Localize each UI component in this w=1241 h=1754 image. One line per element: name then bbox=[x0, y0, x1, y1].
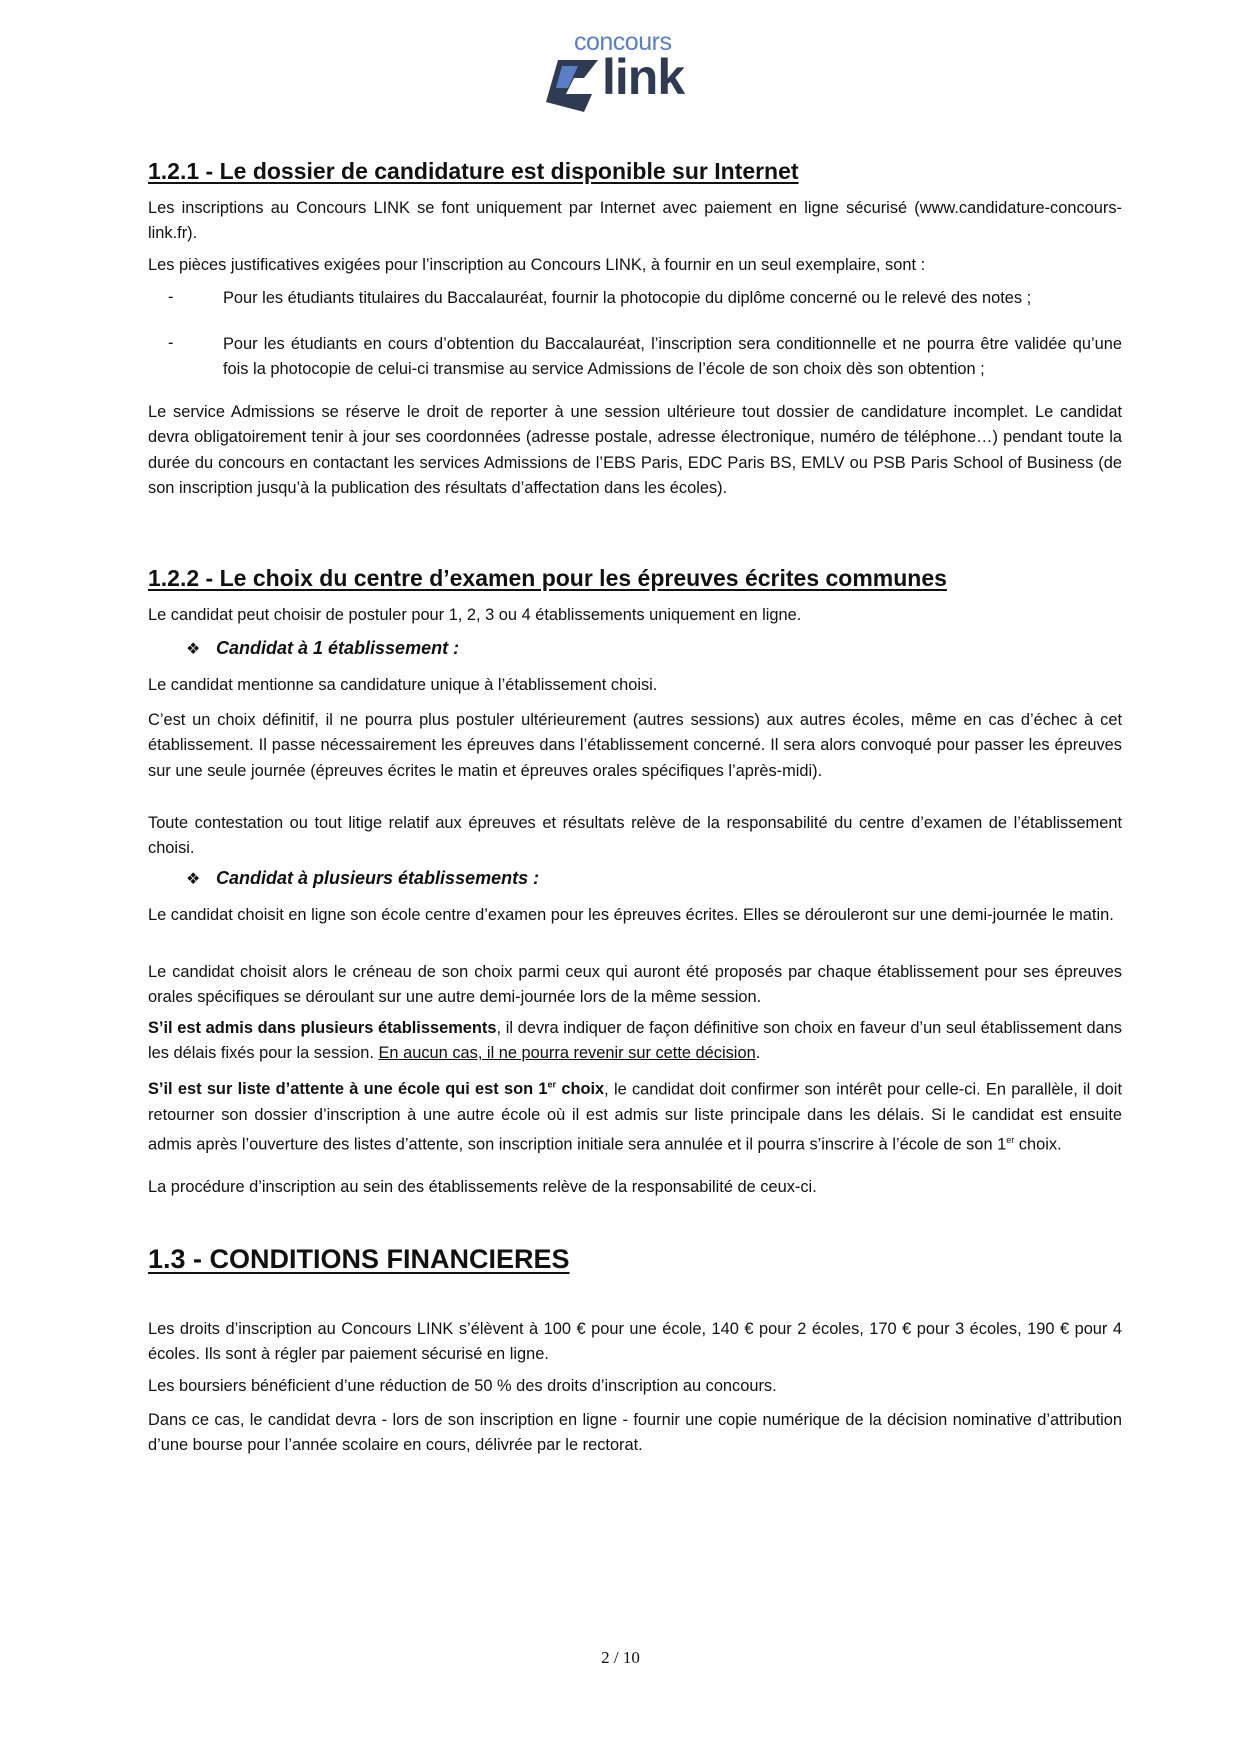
list-item: Pour les étudiants titulaires du Baccalauréat, fournir la photocopie du diplôme concerné ou le relevé des notes ; bbox=[223, 289, 1032, 307]
paragraph: Toute contestation ou tout litige relatif aux épreuves et résultats relève de la responsabilité du centre d’examen de l’établissement choisi. bbox=[148, 814, 1122, 858]
diamond-bullet-icon: ❖ bbox=[186, 871, 201, 888]
paragraph: Les inscriptions au Concours LINK se font uniquement par Internet avec paiement en ligne sécurisé (www.candidature-concours-link.fr). bbox=[148, 199, 1122, 243]
bullet-dash: - bbox=[168, 288, 174, 306]
heading-1-2-1: 1.2.1 - Le dossier de candidature est disponible sur Internet bbox=[148, 158, 799, 184]
logo-top-text: concours bbox=[574, 28, 672, 56]
paragraph: Dans ce cas, le candidat devra - lors de son inscription en ligne - fournir une copie numérique de la décision nominative d’attribution d’une bourse pour l’année scolaire en cours, délivrée par le rectorat. bbox=[148, 1411, 1122, 1455]
diamond-bullet-icon: ❖ bbox=[186, 641, 201, 658]
heading-1-2-2: 1.2.2 - Le choix du centre d’examen pour les épreuves écrites communes bbox=[148, 565, 947, 591]
concours-link-logo bbox=[544, 28, 716, 116]
paragraph: Le candidat choisit en ligne son école centre d’examen pour les épreuves écrites. Elles se dérouleront sur une demi-journée le matin. bbox=[148, 906, 1114, 924]
page-number: 2 / 10 bbox=[601, 1648, 640, 1667]
paragraph-admitted-multiple: S’il est admis dans plusieurs établissements, il devra indiquer de façon définitive son choix en faveur d’un seul établissement dans les délais fixés pour la session. En aucun cas, il ne pourra revenir sur cette décision. bbox=[148, 1019, 1122, 1063]
list-item: Pour les étudiants en cours d’obtention du Baccalauréat, l’inscription sera conditionnelle et ne pourra être validée qu’une fois la photocopie de celui-ci transmise au service Admissions de l’école de son choix dès son obtention ; bbox=[223, 335, 1122, 379]
paragraph: Le candidat mentionne sa candidature unique à l’établissement choisi. bbox=[148, 676, 658, 694]
paragraph: La procédure d’inscription au sein des établissements relève de la responsabilité de ceux-ci. bbox=[148, 1178, 817, 1196]
bullet-dash: - bbox=[168, 334, 174, 352]
heading-1-3: 1.3 - CONDITIONS FINANCIERES bbox=[148, 1244, 570, 1274]
paragraph: C’est un choix définitif, il ne pourra plus postuler ultérieurement (autres sessions) aux autres écoles, même en cas d’échec à cet établissement. Il passe nécessairement les épreuves dans l’établissement concerné. Il sera alors convoqué pour passer les épreuves sur une seule journée (épreuves écrites le matin et épreuves orales spécifiques l’après-midi). bbox=[148, 711, 1122, 780]
paragraph: Le candidat choisit alors le créneau de son choix parmi ceux qui auront été proposés par chaque établissement pour ses épreuves orales spécifiques se déroulant sur une autre demi-journée lors de la même session. bbox=[148, 963, 1122, 1007]
subheading-one-school: ❖ Candidat à 1 établissement : bbox=[186, 638, 460, 658]
paragraph-waiting-list: S’il est sur liste d’attente à une école qui est son 1er choix, le candidat doit confirmer son intérêt pour celle-ci. En parallèle, il doit retourner son dossier d’inscription à une autre école où il est admis sur liste principale dans les délais. Si le candidat est ensuite admis après l’ouverture des listes d’attente, son inscription initiale sera annulée et il pourra s’inscrire à l’école de son 1er choix. bbox=[148, 1080, 1122, 1154]
paragraph: Le candidat peut choisir de postuler pour 1, 2, 3 ou 4 établissements uniquement en ligne. bbox=[148, 606, 802, 624]
paragraph: Les boursiers bénéficient d’une réduction de 50 % des droits d’inscription au concours. bbox=[148, 1377, 777, 1395]
logo-mark-icon bbox=[544, 56, 600, 114]
logo-main-text: link bbox=[602, 49, 685, 105]
paragraph: Les droits d’inscription au Concours LINK s’élèvent à 100 € pour une école, 140 € pour 2 écoles, 170 € pour 3 écoles, 190 € pour 4 écoles. Ils sont à régler par paiement sécurisé en ligne. bbox=[148, 1320, 1122, 1364]
paragraph: Les pièces justificatives exigées pour l’inscription au Concours LINK, à fournir en un seul exemplaire, sont : bbox=[148, 256, 926, 274]
paragraph: Le service Admissions se réserve le droit de reporter à une session ultérieure tout dossier de candidature incomplet. Le candidat devra obligatoirement tenir à jour ses coordonnées (adresse postale, adresse électronique, numéro de téléphone…) pendant toute la durée du concours en contactant les services Admissions de l’EBS Paris, EDC Paris BS, EMLV ou PSB Paris School of Business (de son inscription jusqu’à la publication des résultats d’affectation dans les écoles). bbox=[148, 403, 1122, 498]
subheading-several-schools: ❖ Candidat à plusieurs établissements : bbox=[186, 868, 540, 888]
